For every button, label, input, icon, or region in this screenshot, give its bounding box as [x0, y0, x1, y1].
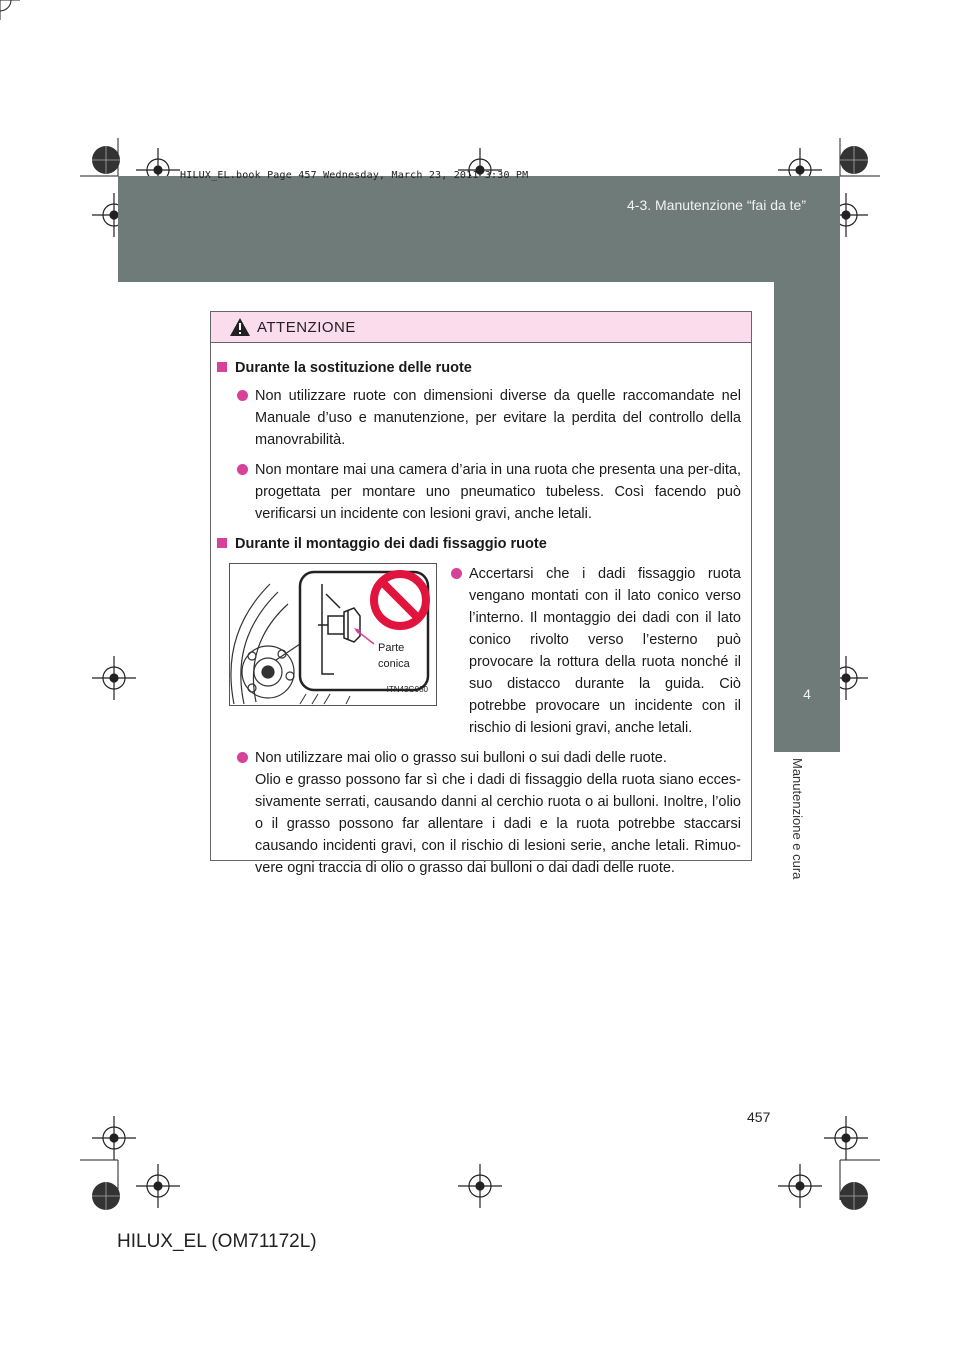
list-item: Non utilizzare ruote con dimensioni diverse da quelle raccomandate nel Manuale d’uso e manutenzione, per evitare la perdita del controllo della manovrabilità.	[237, 385, 741, 451]
chapter-name: Manutenzione e cura	[790, 758, 805, 880]
figure-row	[217, 563, 741, 739]
warning-box	[210, 311, 752, 876]
list-item: Non montare mai una camera d’aria in una ruota che presenta una per-dita, progettata per montare uno pneumatico tubeless. Così facendo può verificarsi un incidente con lesioni gravi, anche letali.	[237, 459, 741, 525]
section-heading: Durante il montaggio dei dadi fissaggio ruote	[217, 533, 741, 555]
list-item: Non utilizzare mai olio o grasso sui bulloni o sui dadi delle ruote. Olio e grasso possono far sì che i dadi di fissaggio della ruota siano ecces-sivamente serrati, causando danni al cerchio ruota o ai bulloni. Inoltre, l’olio o il grasso possono far allentare i dadi e la ruota potrebbe staccarsi causando incidenti gravi, con il rischio di lesioni serie, anche letali. Rimuo-vere ogni traccia di olio o grasso dai bulloni o dai dadi delle ruote.	[237, 747, 741, 879]
chapter-tab	[774, 282, 840, 752]
warning-header	[211, 312, 751, 343]
circle-bullet-icon	[237, 390, 248, 401]
chapter-number: 4	[803, 686, 811, 702]
figure-callout: Parte conica	[378, 642, 410, 670]
book-stamp: HILUX_EL.book Page 457 Wednesday, March 23, 2011 3:30 PM	[180, 170, 529, 181]
section-title: 4-3. Manutenzione “fai da te”	[627, 197, 806, 213]
document-code: HILUX_EL (OM71172L)	[117, 1231, 317, 1252]
circle-bullet-icon	[451, 568, 462, 579]
circle-bullet-icon	[237, 752, 248, 763]
square-bullet-icon	[217, 362, 227, 372]
circle-bullet-icon	[237, 464, 248, 475]
list-item: Accertarsi che i dadi fissaggio ruota vengano montati con il lato conico verso l’interno. Il montaggio dei dadi con il lato conico rivolto verso l’esterno può provocare la rottura della ruota nonché il suo distacco durante la guida. Ciò potrebbe provocare un incidente con il rischio di lesioni gravi, anche letali.	[451, 563, 741, 739]
figure-code: ITN43G080	[386, 685, 428, 694]
warning-triangle-icon	[229, 317, 251, 337]
warning-content	[211, 343, 751, 879]
square-bullet-icon	[217, 538, 227, 548]
header-band	[118, 176, 840, 282]
section-heading: Durante la sostituzione delle ruote	[217, 357, 741, 379]
wheel-nut-illustration	[229, 563, 437, 706]
page-number: 457	[747, 1109, 771, 1125]
warning-title: ATTENZIONE	[257, 318, 356, 336]
